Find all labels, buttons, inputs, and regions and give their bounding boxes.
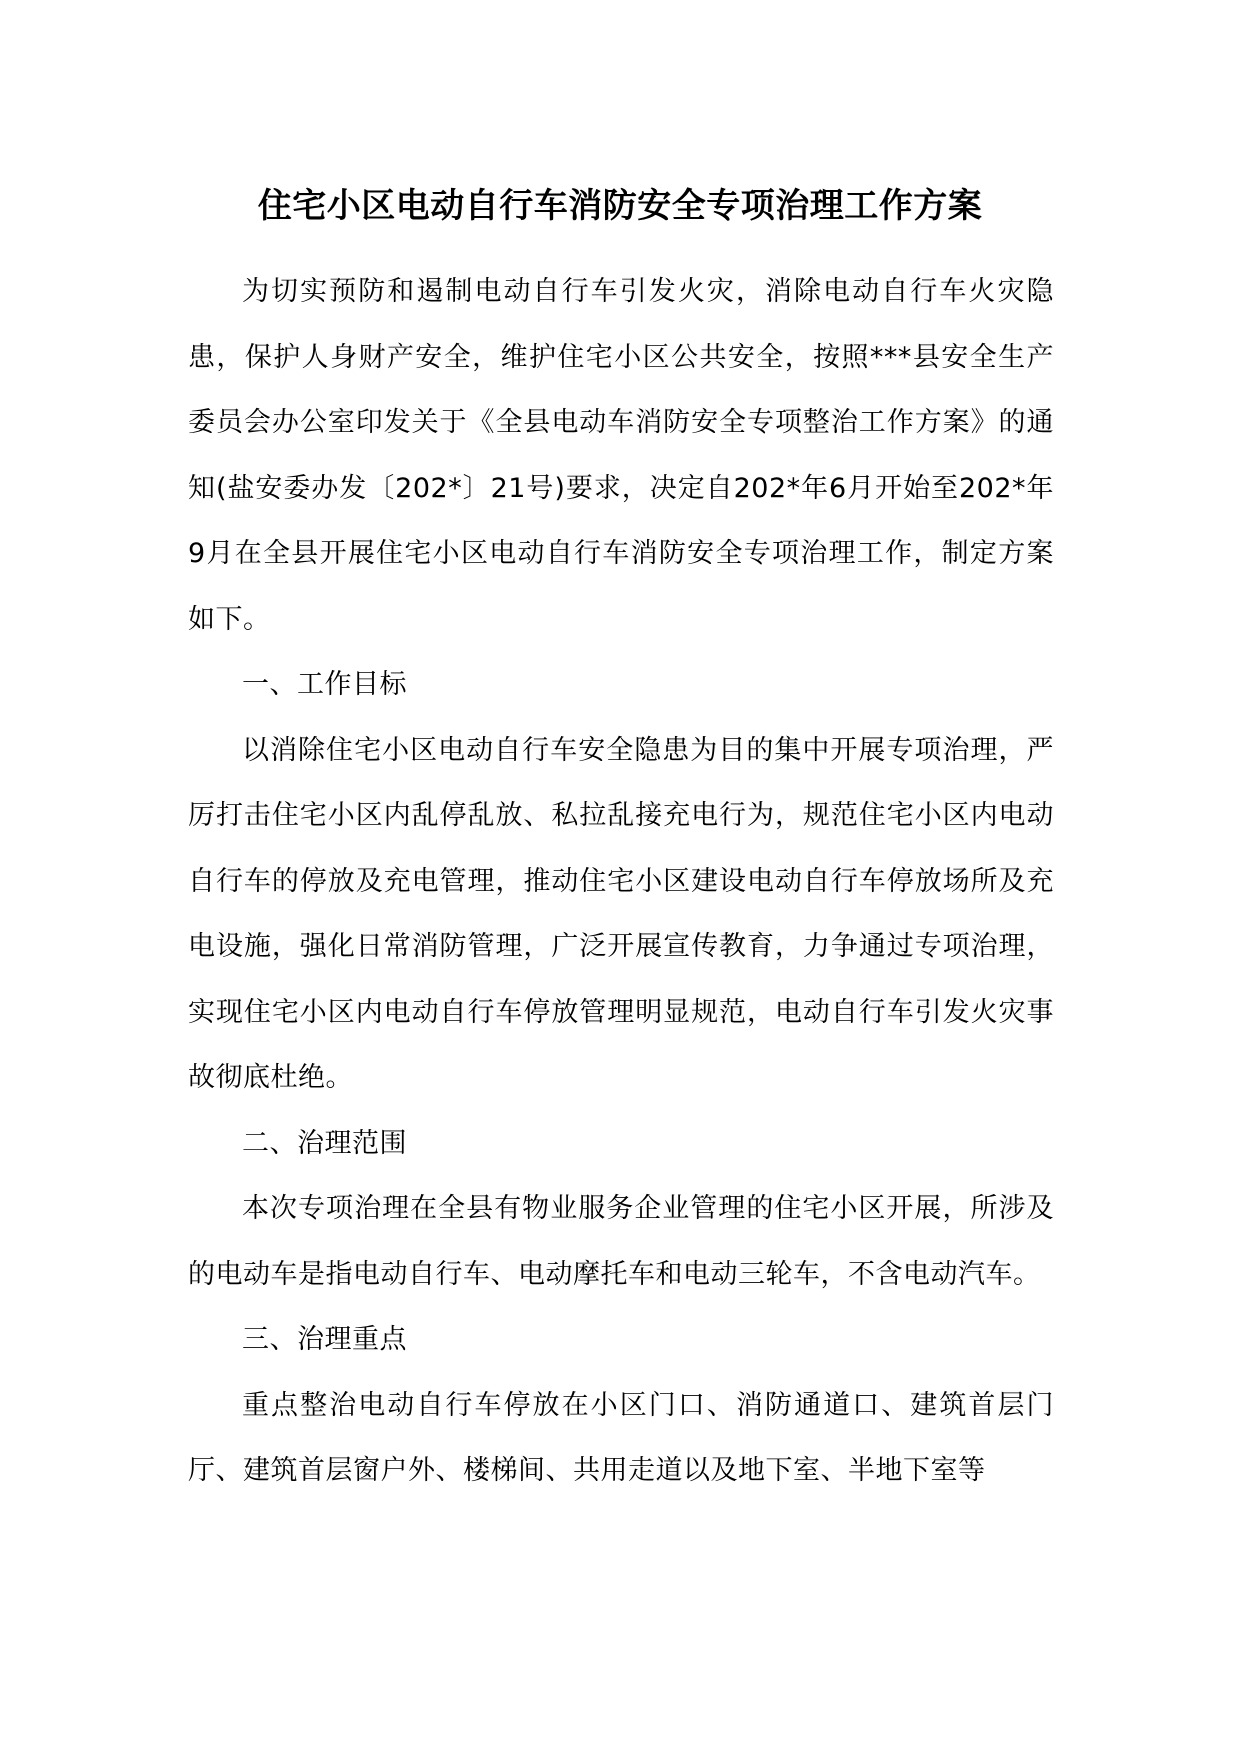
- section-paragraph-scope: 本次专项治理在全县有物业服务企业管理的住宅小区开展，所涉及的电动车是指电动自行车、电动摩托车和电动三轮车，不含电动汽车。: [188, 1193, 1054, 1290]
- document-title: 住宅小区电动自行车消防安全专项治理工作方案: [257, 186, 983, 226]
- section-heading-goals: 一、工作目标: [242, 669, 407, 700]
- section-paragraph-focus: 重点整治电动自行车停放在小区门口、消防通道口、建筑首层门厅、建筑首层窗户外、楼梯间、共用走道以及地下室、半地下室等: [188, 1389, 1054, 1486]
- intro-paragraph: 为切实预防和遏制电动自行车引发火灾，消除电动自行车火灾隐患，保护人身财产安全，维护住宅小区公共安全，按照***县安全生产委员会办公室印发关于《全县电动车消防安全专项整治工作方案》的通知(盐安委办发〔202*〕21号)要求，决定自202*年6月开始至202*年9月在全县开展住宅小区电动自行车消防安全专项治理工作，制定方案如下。: [188, 276, 1054, 635]
- section-paragraph-goals: 以消除住宅小区电动自行车安全隐患为目的集中开展专项治理，严厉打击住宅小区内乱停乱放、私拉乱接充电行为，规范住宅小区内电动自行车的停放及充电管理，推动住宅小区建设电动自行车停放场所及充电设施，强化日常消防管理，广泛开展宣传教育，力争通过专项治理，实现住宅小区内电动自行车停放管理明显规范，电动自行车引发火灾事故彻底杜绝。: [188, 734, 1054, 1093]
- section-heading-scope: 二、治理范围: [242, 1127, 407, 1159]
- section-heading-focus: 三、治理重点: [242, 1324, 407, 1355]
- document-body: [188, 259, 1054, 1504]
